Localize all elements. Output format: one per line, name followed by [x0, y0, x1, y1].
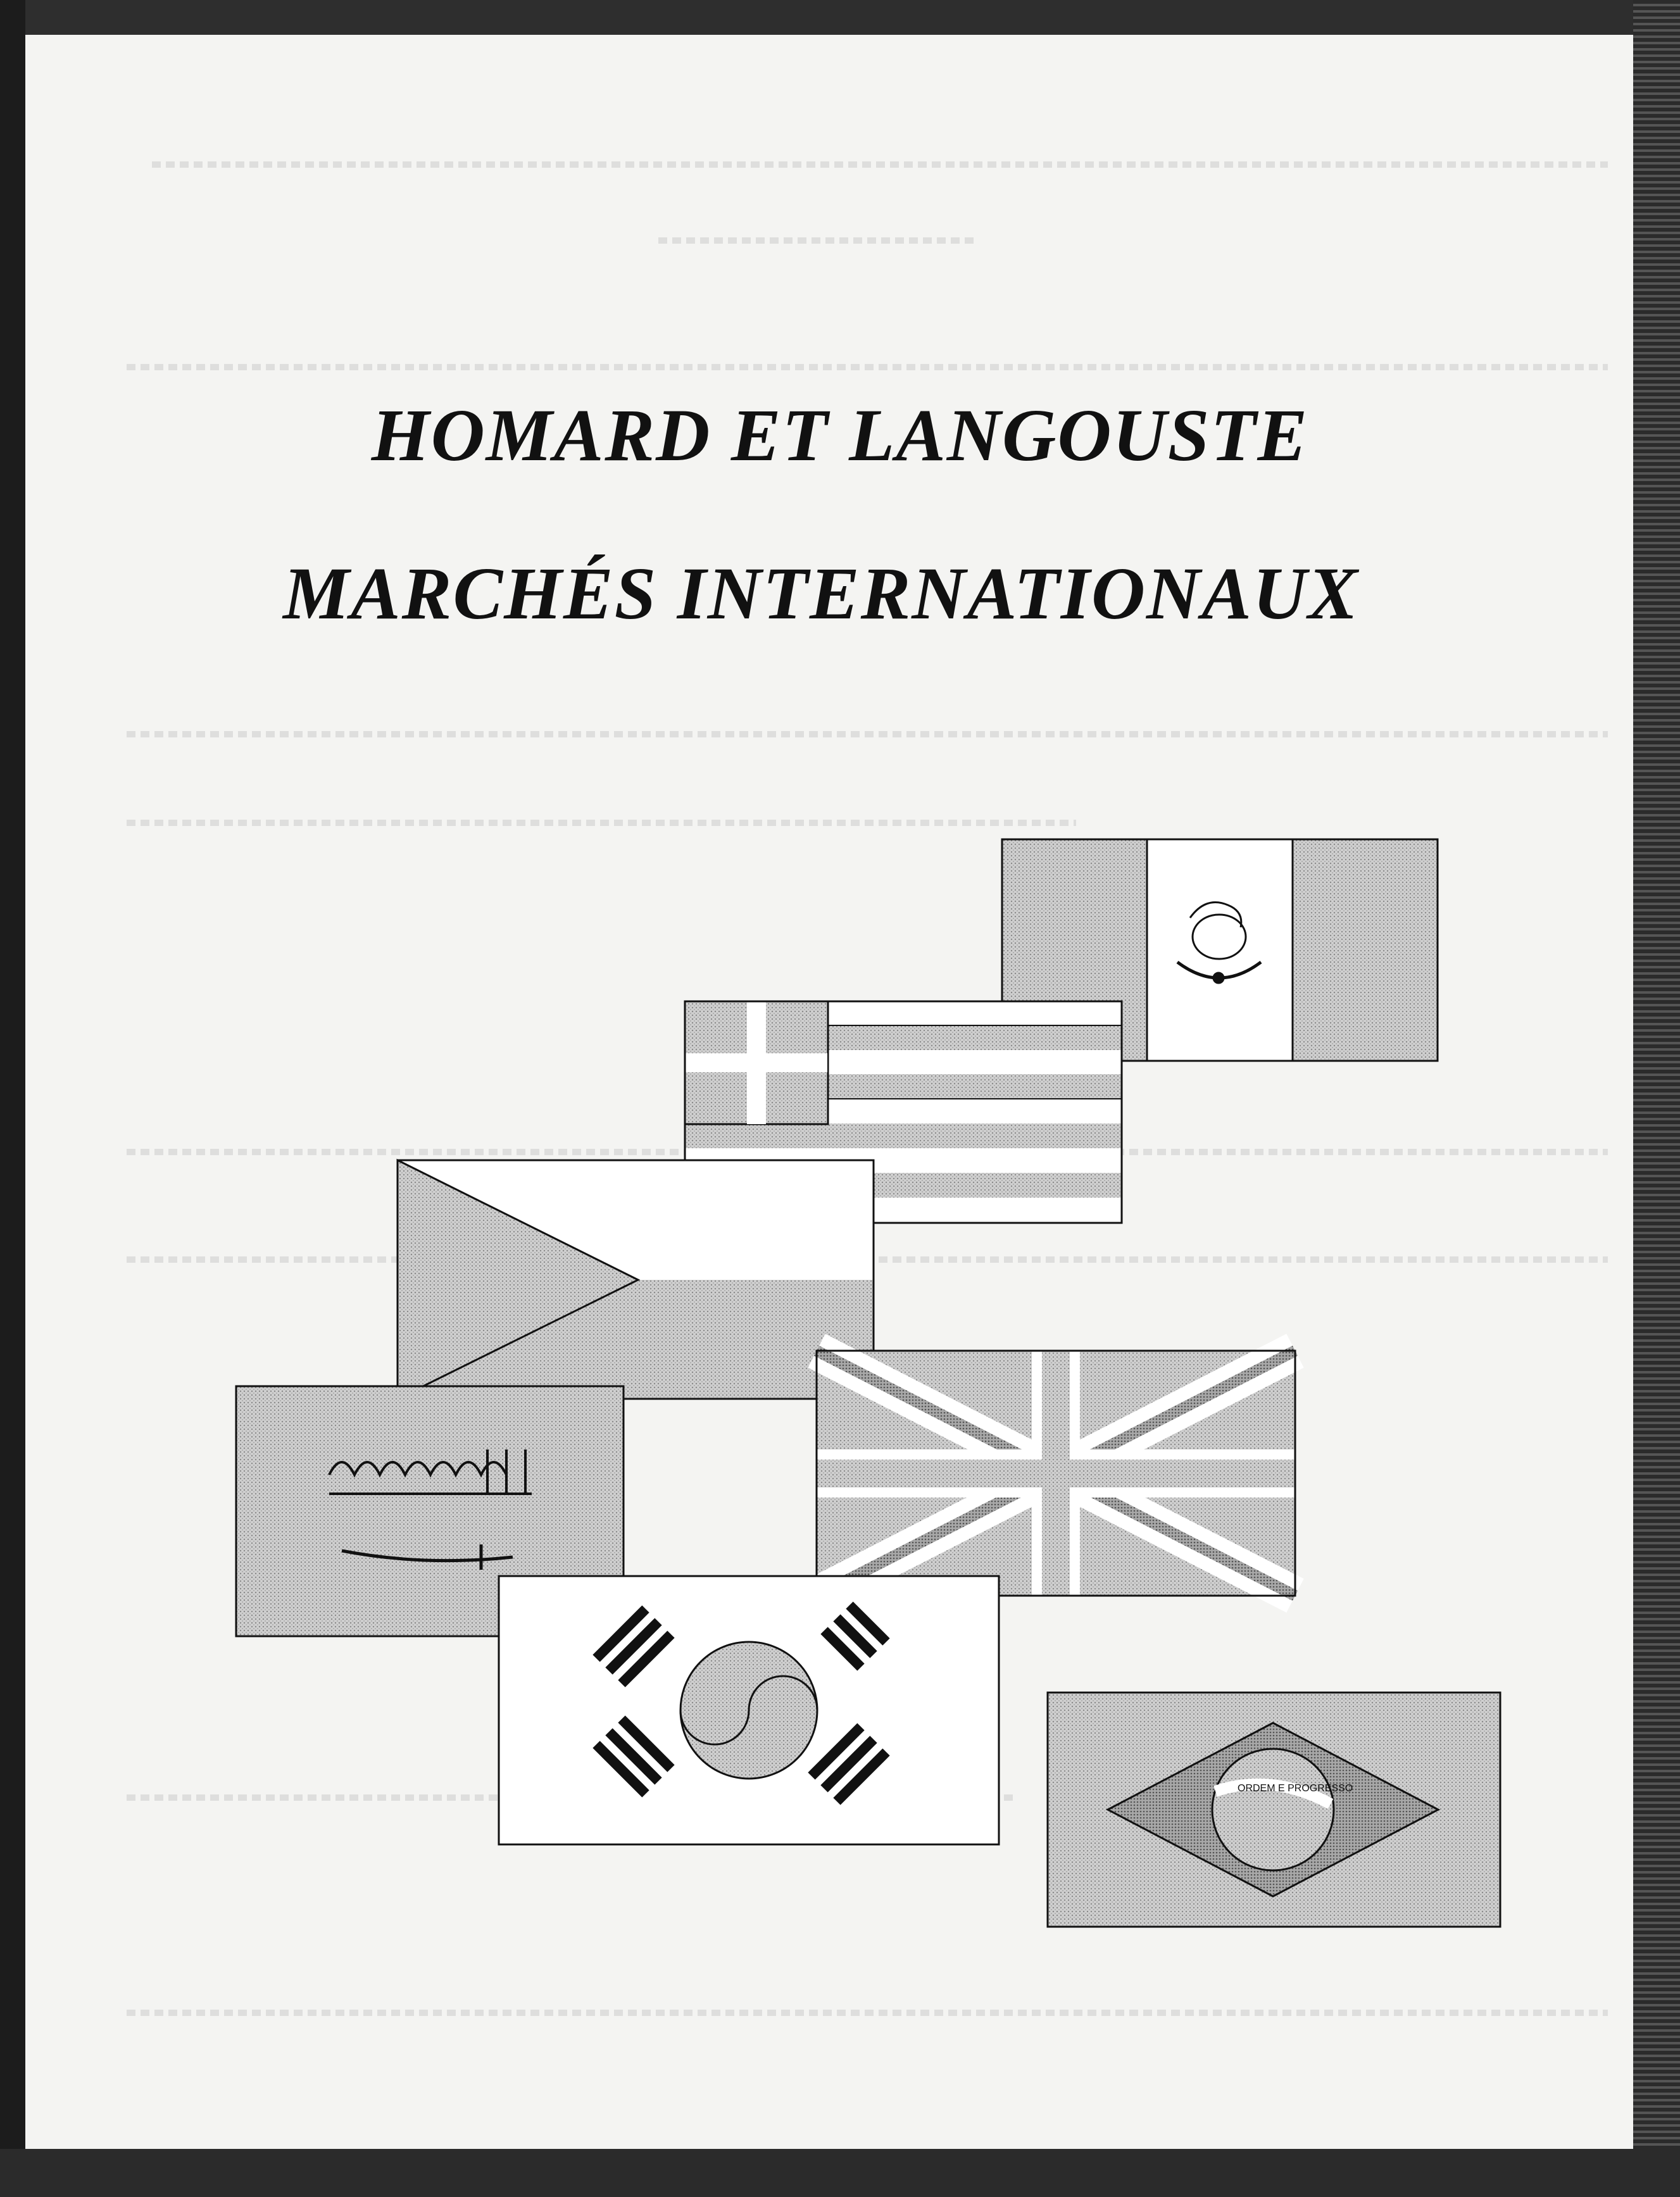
south-korea-flag-icon [499, 1576, 999, 1844]
title-line-2: MARCHÉS INTERNATIONAUX [283, 552, 1359, 635]
brazil-flag-icon [1048, 1693, 1500, 1927]
united-kingdom-flag-icon [817, 1351, 1295, 1596]
brazil-motto: ORDEM E PROGRESSO [1238, 1783, 1353, 1794]
title-line-1: HOMARD ET LANGOUSTE [371, 394, 1309, 477]
czech-flag-icon [398, 1160, 874, 1399]
